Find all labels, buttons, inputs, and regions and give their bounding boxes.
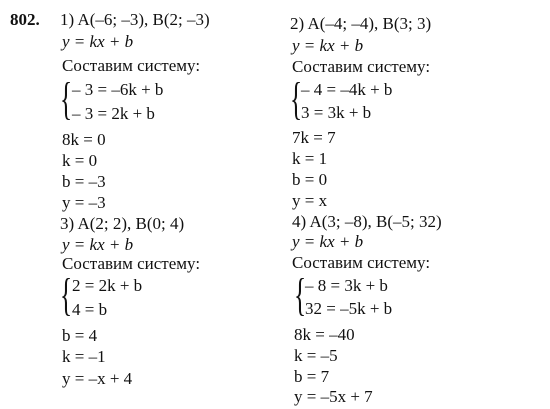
part-2-system-eq-2: 3 = 3k + b — [301, 103, 372, 122]
part-2-step-2: k = 1 — [292, 149, 328, 168]
part-2-step-1: 7k = 7 — [292, 128, 336, 147]
problem-number: 802. — [10, 10, 40, 29]
part-4-step-3: b = 7 — [294, 367, 330, 386]
part-1-step-3: b = –3 — [62, 172, 106, 191]
part-3-header: 3) A(2; 2), B(0; 4) — [60, 214, 185, 233]
part-1-system-eq-2: – 3 = 2k + b — [72, 104, 155, 123]
part-2-step-3: b = 0 — [292, 170, 328, 189]
part-2-header: 2) A(–4; –4), B(3; 3) — [290, 14, 432, 33]
part-4-step-2: k = –5 — [294, 346, 338, 365]
part-1-step-1: 8k = 0 — [62, 130, 106, 149]
part-4-system-eq-1: – 8 = 3k + b — [305, 276, 388, 295]
part-4-make-system: Составим систему: — [292, 253, 431, 272]
part-4-header: 4) A(3; –8), B(–5; 32) — [292, 212, 442, 231]
part-4-equation: y = kx + b — [292, 232, 364, 251]
part-1-system-eq-1: – 3 = –6k + b — [72, 80, 164, 99]
part-3-step-1: b = 4 — [62, 326, 98, 345]
part-2-system-eq-1: – 4 = –4k + b — [301, 80, 393, 99]
part-3-system-eq-1: 2 = 2k + b — [72, 276, 143, 295]
part-1-header: 1) A(–6; –3), B(2; –3) — [60, 10, 210, 29]
part-1-system-brace: { — [60, 73, 73, 124]
part-3-system-brace: { — [60, 269, 73, 320]
part-3-make-system: Составим систему: — [62, 254, 201, 273]
part-1-step-2: k = 0 — [62, 151, 98, 170]
part-3-system-eq-2: 4 = b — [72, 300, 108, 319]
part-1-equation: y = kx + b — [62, 32, 134, 51]
part-2-step-4: y = x — [292, 191, 328, 210]
part-3-step-3: y = –x + 4 — [62, 369, 133, 388]
part-1-step-4: y = –3 — [62, 193, 106, 212]
part-4-step-4: y = –5x + 7 — [294, 387, 373, 406]
part-2-equation: y = kx + b — [292, 36, 364, 55]
part-3-equation: y = kx + b — [62, 235, 134, 254]
part-1-make-system: Составим систему: — [62, 56, 201, 75]
part-4-system-eq-2: 32 = –5k + b — [305, 299, 393, 318]
part-3-step-2: k = –1 — [62, 347, 106, 366]
part-4-system-brace: { — [294, 269, 307, 320]
part-4-step-1: 8k = –40 — [294, 325, 355, 344]
part-2-system-brace: { — [290, 73, 303, 124]
part-2-make-system: Составим систему: — [292, 57, 431, 76]
